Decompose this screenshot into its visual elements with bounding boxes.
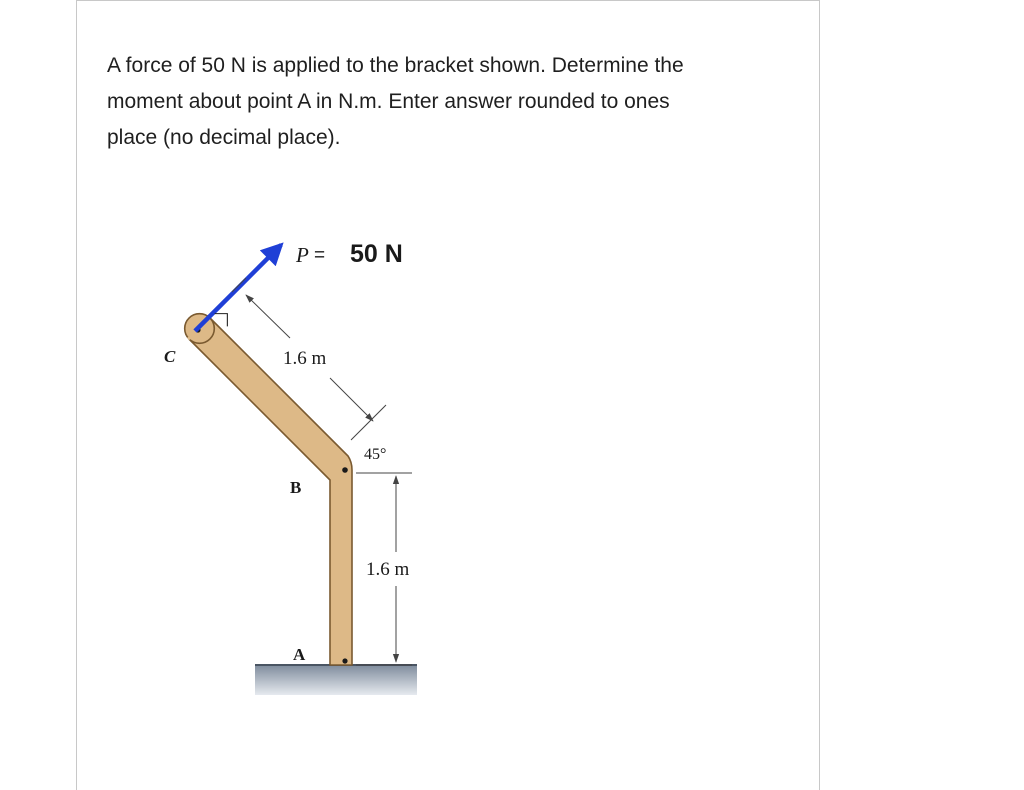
point-a-marker [342,658,347,663]
label-b: B [290,478,302,497]
label-c: C [164,347,176,366]
angle-label: 45° [364,446,387,463]
force-value: 50 N [350,240,403,268]
question-line-2: moment about point A in N.m. Enter answer rounded to ones [107,90,670,113]
question-line-3: place (no decimal place). [107,126,341,149]
question-line-1: A force of 50 N is applied to the bracket shown. Determine the [107,54,684,77]
label-a: A [293,645,306,664]
force-arrow [195,245,281,331]
force-symbol: P [296,243,309,267]
ground [255,665,417,695]
bracket [185,314,352,665]
lower-dimension-label: 1.6 m [366,559,410,580]
point-b-marker [342,467,348,473]
upper-dimension-label: 1.6 m [283,348,327,369]
force-equals: = [314,245,326,266]
